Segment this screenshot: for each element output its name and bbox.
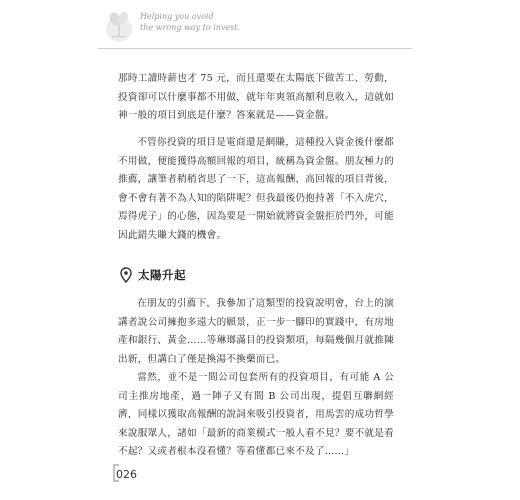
map-pin-icon (120, 267, 132, 283)
header-divider (98, 48, 412, 49)
paragraph-4: 當然，並不是一間公司包套所有的投資項目，有可能 A 公司主推房地產，過一陣子又有間 B 公司出現，提倡互聯網經濟，同樣以獲取高報酬的說詞來吸引投資者，用馬雲的成功哲學來說服眾人，諸如「最新的商業模式一般人看不見？要不就是看不起？又或者根本沒看懂？等看懂都已來不及了……」 (118, 372, 394, 457)
tagline-line-1: Helping you avoid (140, 12, 214, 21)
paragraph-3: 在朋友的引薦下，我參加了這類型的投資說明會，台上的演講者說公司擁抱多遠大的願景，正一步一腳印的實踐中，有房地產和銀行、黃金……等琳瑯滿目的投資類項，每隔幾個月就推陳出新，但講白了僅是換湯不換藥而已。 (118, 298, 394, 365)
section-title: 太陽升起 (138, 268, 186, 282)
section-heading (120, 266, 186, 284)
book-page (94, 0, 412, 500)
page-number: 026 (116, 468, 137, 481)
paragraph-1: 那時工讀時薪也才 75 元，而且還要在太陽底下做苦工、勞動，投資卻可以什麼事都不用做，就年年爽領高額利息收入，這就如神一般的項目到底是什麼？答案就是——資金盤。 (118, 73, 394, 121)
tree-logo-icon (102, 6, 136, 44)
header-tagline (140, 11, 240, 33)
tagline-line-2: the wrong way to invest. (140, 23, 241, 32)
paragraph-2: 不管你投資的項目是電商還是網賺，這種投入資金後什麼都不用做，便能獲得高額回報的項目，統稱為資金盤。朋友極力的推薦，讓筆者稍稍省思了一下，這高報酬、高回報的項目背後，會不會有著不為人知的陷阱呢？但我最後仍抱持著「不入虎穴，焉得虎子」的心態，因為要是一開始就將資金盤拒於門外，可能因此錯失賺大錢的機會。 (118, 137, 394, 241)
